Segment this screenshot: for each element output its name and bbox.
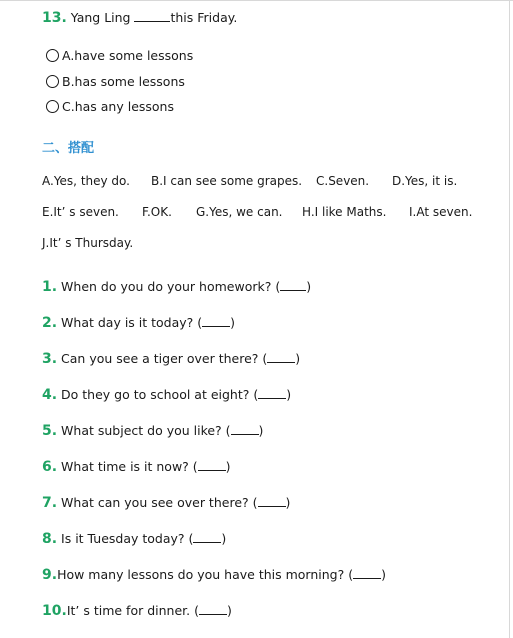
question-number: 13. — [42, 10, 67, 26]
paren-close: ) — [295, 351, 301, 366]
answer-blank[interactable] — [258, 387, 286, 399]
option-label: B.has some lessons — [62, 74, 185, 89]
paren-close: ) — [226, 603, 232, 618]
question-text: It’ s time for dinner. ( — [66, 603, 199, 618]
option-label: C.has any lessons — [62, 99, 174, 114]
question-text-end: this Friday. — [170, 10, 238, 25]
question-text: When do you do your homework? ( — [57, 279, 281, 294]
answer-blank[interactable] — [258, 495, 286, 507]
paren-close: ) — [306, 279, 312, 294]
match-question — [42, 531, 226, 547]
question-number: 5. — [42, 423, 58, 439]
question-text: Can you see a tiger over there? ( — [57, 351, 268, 366]
answer-blank[interactable] — [134, 10, 170, 22]
question-number: 9. — [42, 567, 58, 583]
question-text: What subject do you like? ( — [57, 423, 231, 438]
question-number: 3. — [42, 351, 58, 367]
question-text: How many lessons do you have this morning? ( — [57, 567, 354, 582]
answer-blank[interactable] — [267, 351, 295, 363]
match-question — [42, 495, 290, 511]
section-heading: 二、搭配 — [42, 141, 95, 156]
question-text: What can you see over there? ( — [57, 495, 258, 510]
paren-close: ) — [381, 567, 386, 582]
question-13 — [42, 10, 237, 26]
question-number: 8. — [42, 531, 58, 547]
match-question — [42, 567, 386, 583]
match-question — [42, 423, 263, 439]
answer-blank[interactable] — [280, 279, 306, 291]
option-b[interactable] — [46, 74, 185, 89]
radio-circle-icon[interactable] — [46, 49, 59, 62]
question-number: 10. — [42, 603, 67, 619]
answer-choice: F.OK. — [142, 205, 172, 219]
answer-choice: C.Seven. — [316, 174, 370, 188]
answer-choice: D.Yes, it is. — [392, 174, 458, 188]
match-question — [42, 351, 300, 367]
answer-choice: H.I like Maths. — [302, 205, 387, 219]
question-text: What time is it now? ( — [57, 459, 198, 474]
match-question — [42, 603, 232, 619]
answer-blank[interactable] — [198, 459, 226, 471]
answer-choice: A.Yes, they do. — [42, 174, 130, 188]
answer-blank[interactable] — [202, 315, 230, 327]
question-number: 4. — [42, 387, 58, 403]
answer-blank[interactable] — [231, 423, 259, 435]
match-question — [42, 459, 231, 475]
answer-blank[interactable] — [353, 567, 381, 579]
answer-blank[interactable] — [199, 603, 227, 615]
question-text: Yang Ling — [66, 10, 135, 25]
question-number: 1. — [42, 279, 58, 295]
answer-choice: J.It’ s Thursday. — [42, 236, 134, 250]
answer-choice: E.It’ s seven. — [42, 205, 119, 219]
radio-circle-icon[interactable] — [46, 75, 59, 88]
radio-circle-icon[interactable] — [46, 100, 59, 113]
option-label: A.have some lessons — [62, 48, 194, 63]
paren-close: ) — [221, 531, 227, 546]
paren-close: ) — [230, 315, 236, 330]
paren-close: ) — [258, 423, 264, 438]
question-text: What day is it today? ( — [57, 315, 203, 330]
answer-blank[interactable] — [193, 531, 221, 543]
paren-close: ) — [225, 459, 231, 474]
answer-choice: B.I can see some grapes. — [151, 174, 303, 188]
question-number: 7. — [42, 495, 58, 511]
top-border — [0, 0, 513, 1]
option-a[interactable] — [46, 48, 193, 63]
answer-choice: I.At seven. — [409, 205, 473, 219]
option-c[interactable] — [46, 99, 174, 114]
question-text: Is it Tuesday today? ( — [57, 531, 194, 546]
match-question — [42, 279, 311, 295]
paren-close: ) — [286, 387, 292, 402]
paren-close: ) — [285, 495, 291, 510]
question-number: 2. — [42, 315, 58, 331]
question-text: Do they go to school at eight? ( — [57, 387, 259, 402]
question-number: 6. — [42, 459, 58, 475]
match-question — [42, 387, 291, 403]
answer-choice: G.Yes, we can. — [196, 205, 283, 219]
match-question — [42, 315, 235, 331]
right-border — [509, 0, 510, 638]
